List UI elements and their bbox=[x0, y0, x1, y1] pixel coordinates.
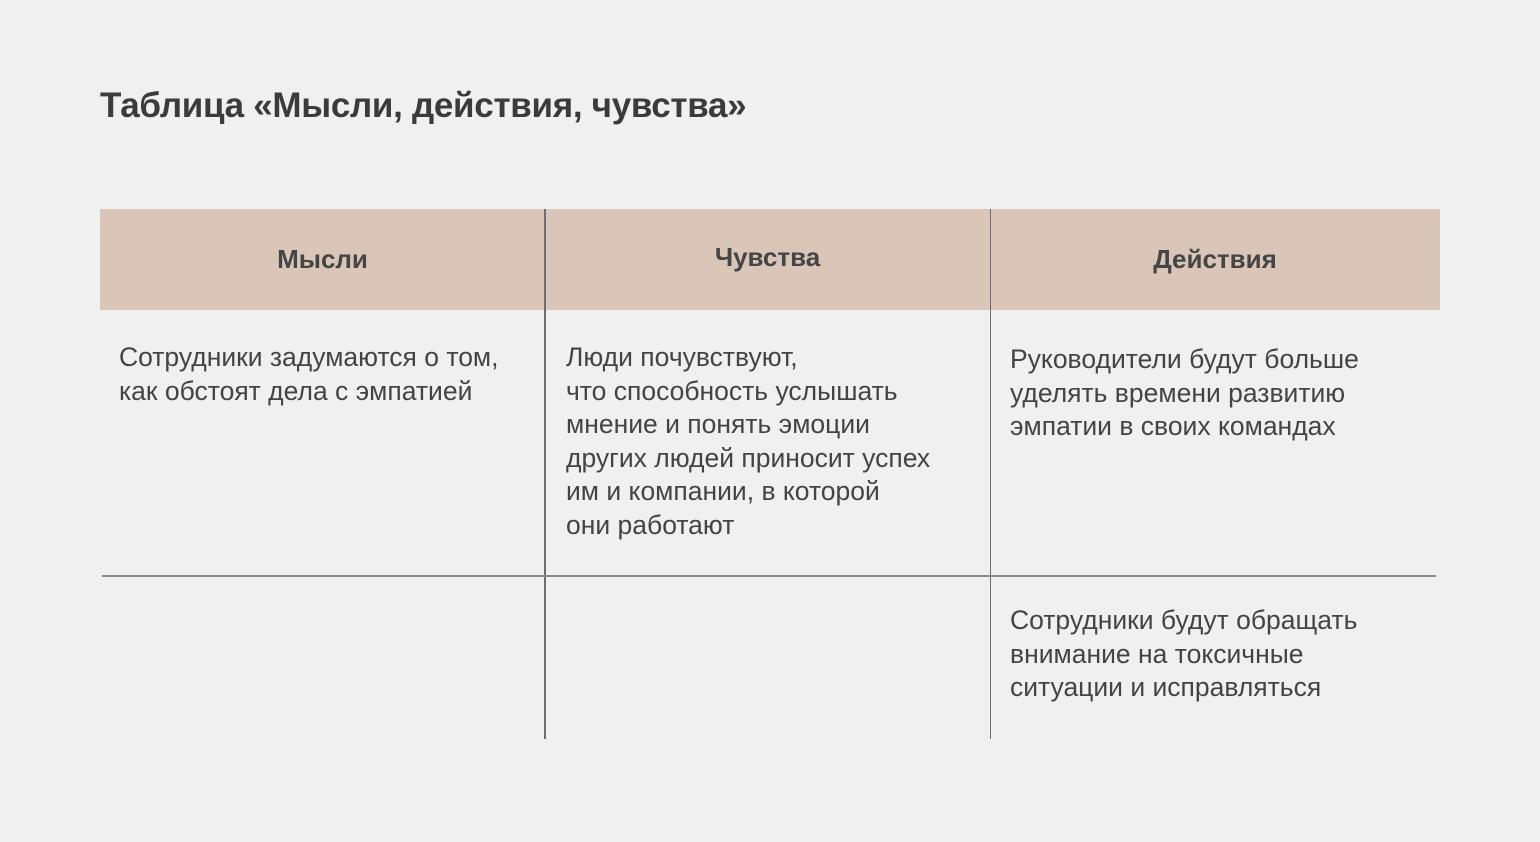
cell-line: внимание на токсичные bbox=[1010, 638, 1304, 669]
cell-line: Сотрудники будут обращать bbox=[1010, 605, 1358, 635]
table-cell-row1-actions bbox=[1010, 343, 1359, 444]
column-header-actions: Действия bbox=[1153, 244, 1277, 274]
column-divider-2 bbox=[990, 209, 992, 739]
cell-line: эмпатии в своих командах bbox=[1010, 411, 1336, 441]
table-cell-row1-feelings bbox=[566, 341, 930, 542]
page-title: Таблица «Мысли, действия, чувства» bbox=[100, 86, 747, 125]
column-header-thoughts: Мысли bbox=[277, 244, 368, 274]
table-cell-row1-thoughts bbox=[119, 341, 499, 408]
cell-line: уделять времени развитию bbox=[1010, 377, 1346, 408]
cell-line: им и компании, в которой bbox=[566, 476, 880, 506]
cell-line: ситуации и исправляться bbox=[1010, 672, 1322, 702]
cell-line: что способность услышать bbox=[566, 375, 898, 406]
column-divider-1 bbox=[544, 209, 546, 739]
cell-line: как обстоят дела с эмпатией bbox=[119, 375, 473, 406]
cell-line: Люди почувствуют, bbox=[566, 342, 798, 372]
column-header-feelings: Чувства bbox=[714, 242, 821, 272]
row-divider bbox=[102, 575, 1436, 577]
cell-line: Руководители будут больше bbox=[1010, 344, 1359, 374]
cell-line: мнение и понять эмоции bbox=[566, 409, 870, 439]
table-cell-row2-actions bbox=[1010, 604, 1357, 705]
cell-line: других людей приносит успех bbox=[566, 442, 931, 473]
cell-line: они работают bbox=[566, 509, 735, 540]
cell-line: Сотрудники задумаются о том, bbox=[119, 342, 499, 372]
